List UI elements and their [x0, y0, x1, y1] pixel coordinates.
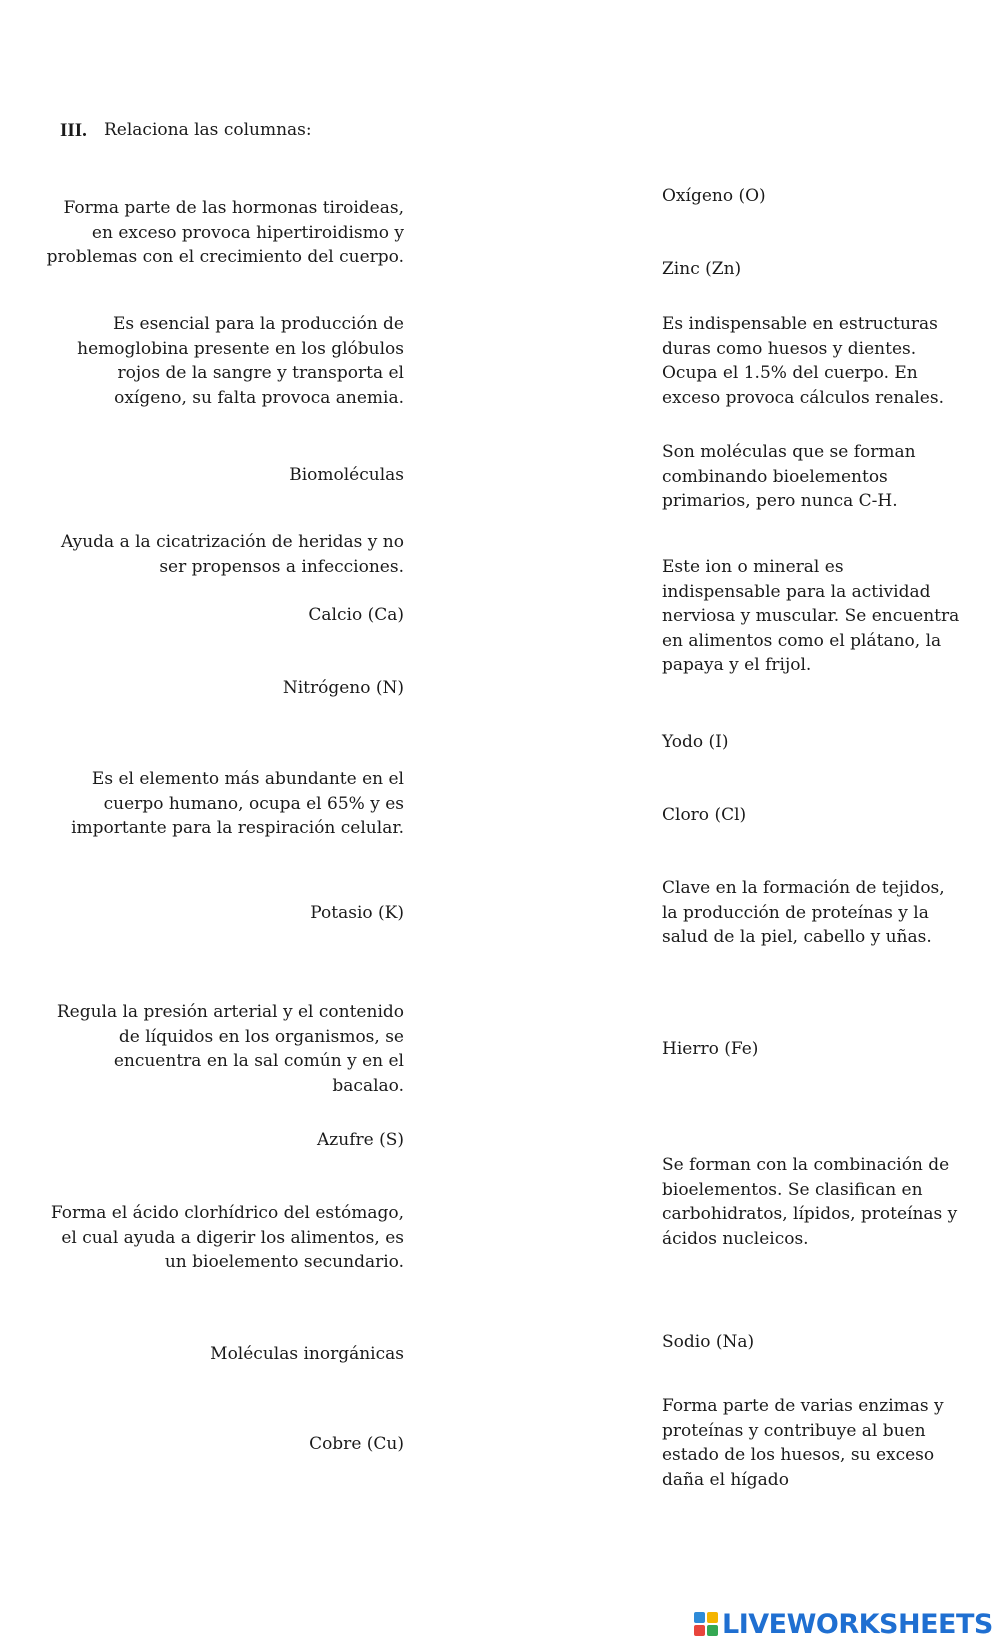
- right-item-7: Cloro (Cl): [662, 805, 747, 825]
- right-item-8: Clave en la formación de tejidos, la producción de proteínas y la salud de la piel, cabello y uñas.: [662, 878, 945, 947]
- right-item-10: Se forman con la combinación de bioelementos. Se clasifican en carbohidratos, lípidos, proteínas y ácidos nucleicos.: [662, 1155, 958, 1249]
- right-item-12: Forma parte de varias enzimas y proteínas y contribuye al buen estado de los huesos, su exceso daña el hígado: [662, 1396, 944, 1490]
- logo-text: LIVEWORKSHEETS: [722, 1608, 993, 1640]
- left-item-6: Nitrógeno (N): [282, 678, 404, 698]
- left-item-7: Es el elemento más abundante en el cuerpo humano, ocupa el 65% y es importante para la respiración celular.: [71, 769, 404, 838]
- left-item-9: Regula la presión arterial y el contenido de líquidos en los organismos, se encuentra en la sal común y en el bacalao.: [56, 1002, 404, 1096]
- logo-icon: [694, 1612, 718, 1636]
- left-item-11: Forma el ácido clorhídrico del estómago, el cual ayuda a digerir los alimentos, es un bioelemento secundario.: [50, 1203, 404, 1272]
- left-item-1: Forma parte de las hormonas tiroideas, en exceso provoca hipertiroidismo y problemas con el crecimiento del cuerpo.: [46, 198, 404, 267]
- left-item-4: Ayuda a la cicatrización de heridas y no ser propensos a infecciones.: [61, 532, 404, 577]
- left-item-5: Calcio (Ca): [308, 605, 404, 625]
- right-item-1: Oxígeno (O): [662, 186, 766, 206]
- right-item-9: Hierro (Fe): [662, 1039, 759, 1059]
- section-number: III.: [60, 120, 87, 141]
- left-item-3: Biomoléculas: [289, 465, 404, 485]
- right-item-6: Yodo (I): [662, 732, 729, 752]
- right-item-2: Zinc (Zn): [662, 259, 742, 279]
- right-item-11: Sodio (Na): [662, 1332, 755, 1352]
- left-item-12: Moléculas inorgánicas: [210, 1344, 404, 1364]
- right-item-4: Son moléculas que se forman combinando bioelementos primarios, pero nunca C-H.: [662, 442, 916, 511]
- right-item-3: Es indispensable en estructuras duras como huesos y dientes. Ocupa el 1.5% del cuerpo. En exceso provoca cálculos renales.: [662, 314, 944, 408]
- left-item-8: Potasio (K): [310, 903, 404, 923]
- left-item-10: Azufre (S): [317, 1130, 404, 1150]
- section-instruction: Relaciona las columnas:: [104, 120, 312, 140]
- left-item-2: Es esencial para la producción de hemoglobina presente en los glóbulos rojos de la sangre y transporta el oxígeno, su falta provoca anemia.: [77, 314, 404, 408]
- liveworksheets-logo[interactable]: [694, 1608, 993, 1640]
- right-item-5: Este ion o mineral es indispensable para la actividad nerviosa y muscular. Se encuentra en alimentos como el plátano, la papaya y el frijol.: [662, 557, 960, 675]
- left-item-13: Cobre (Cu): [309, 1434, 404, 1454]
